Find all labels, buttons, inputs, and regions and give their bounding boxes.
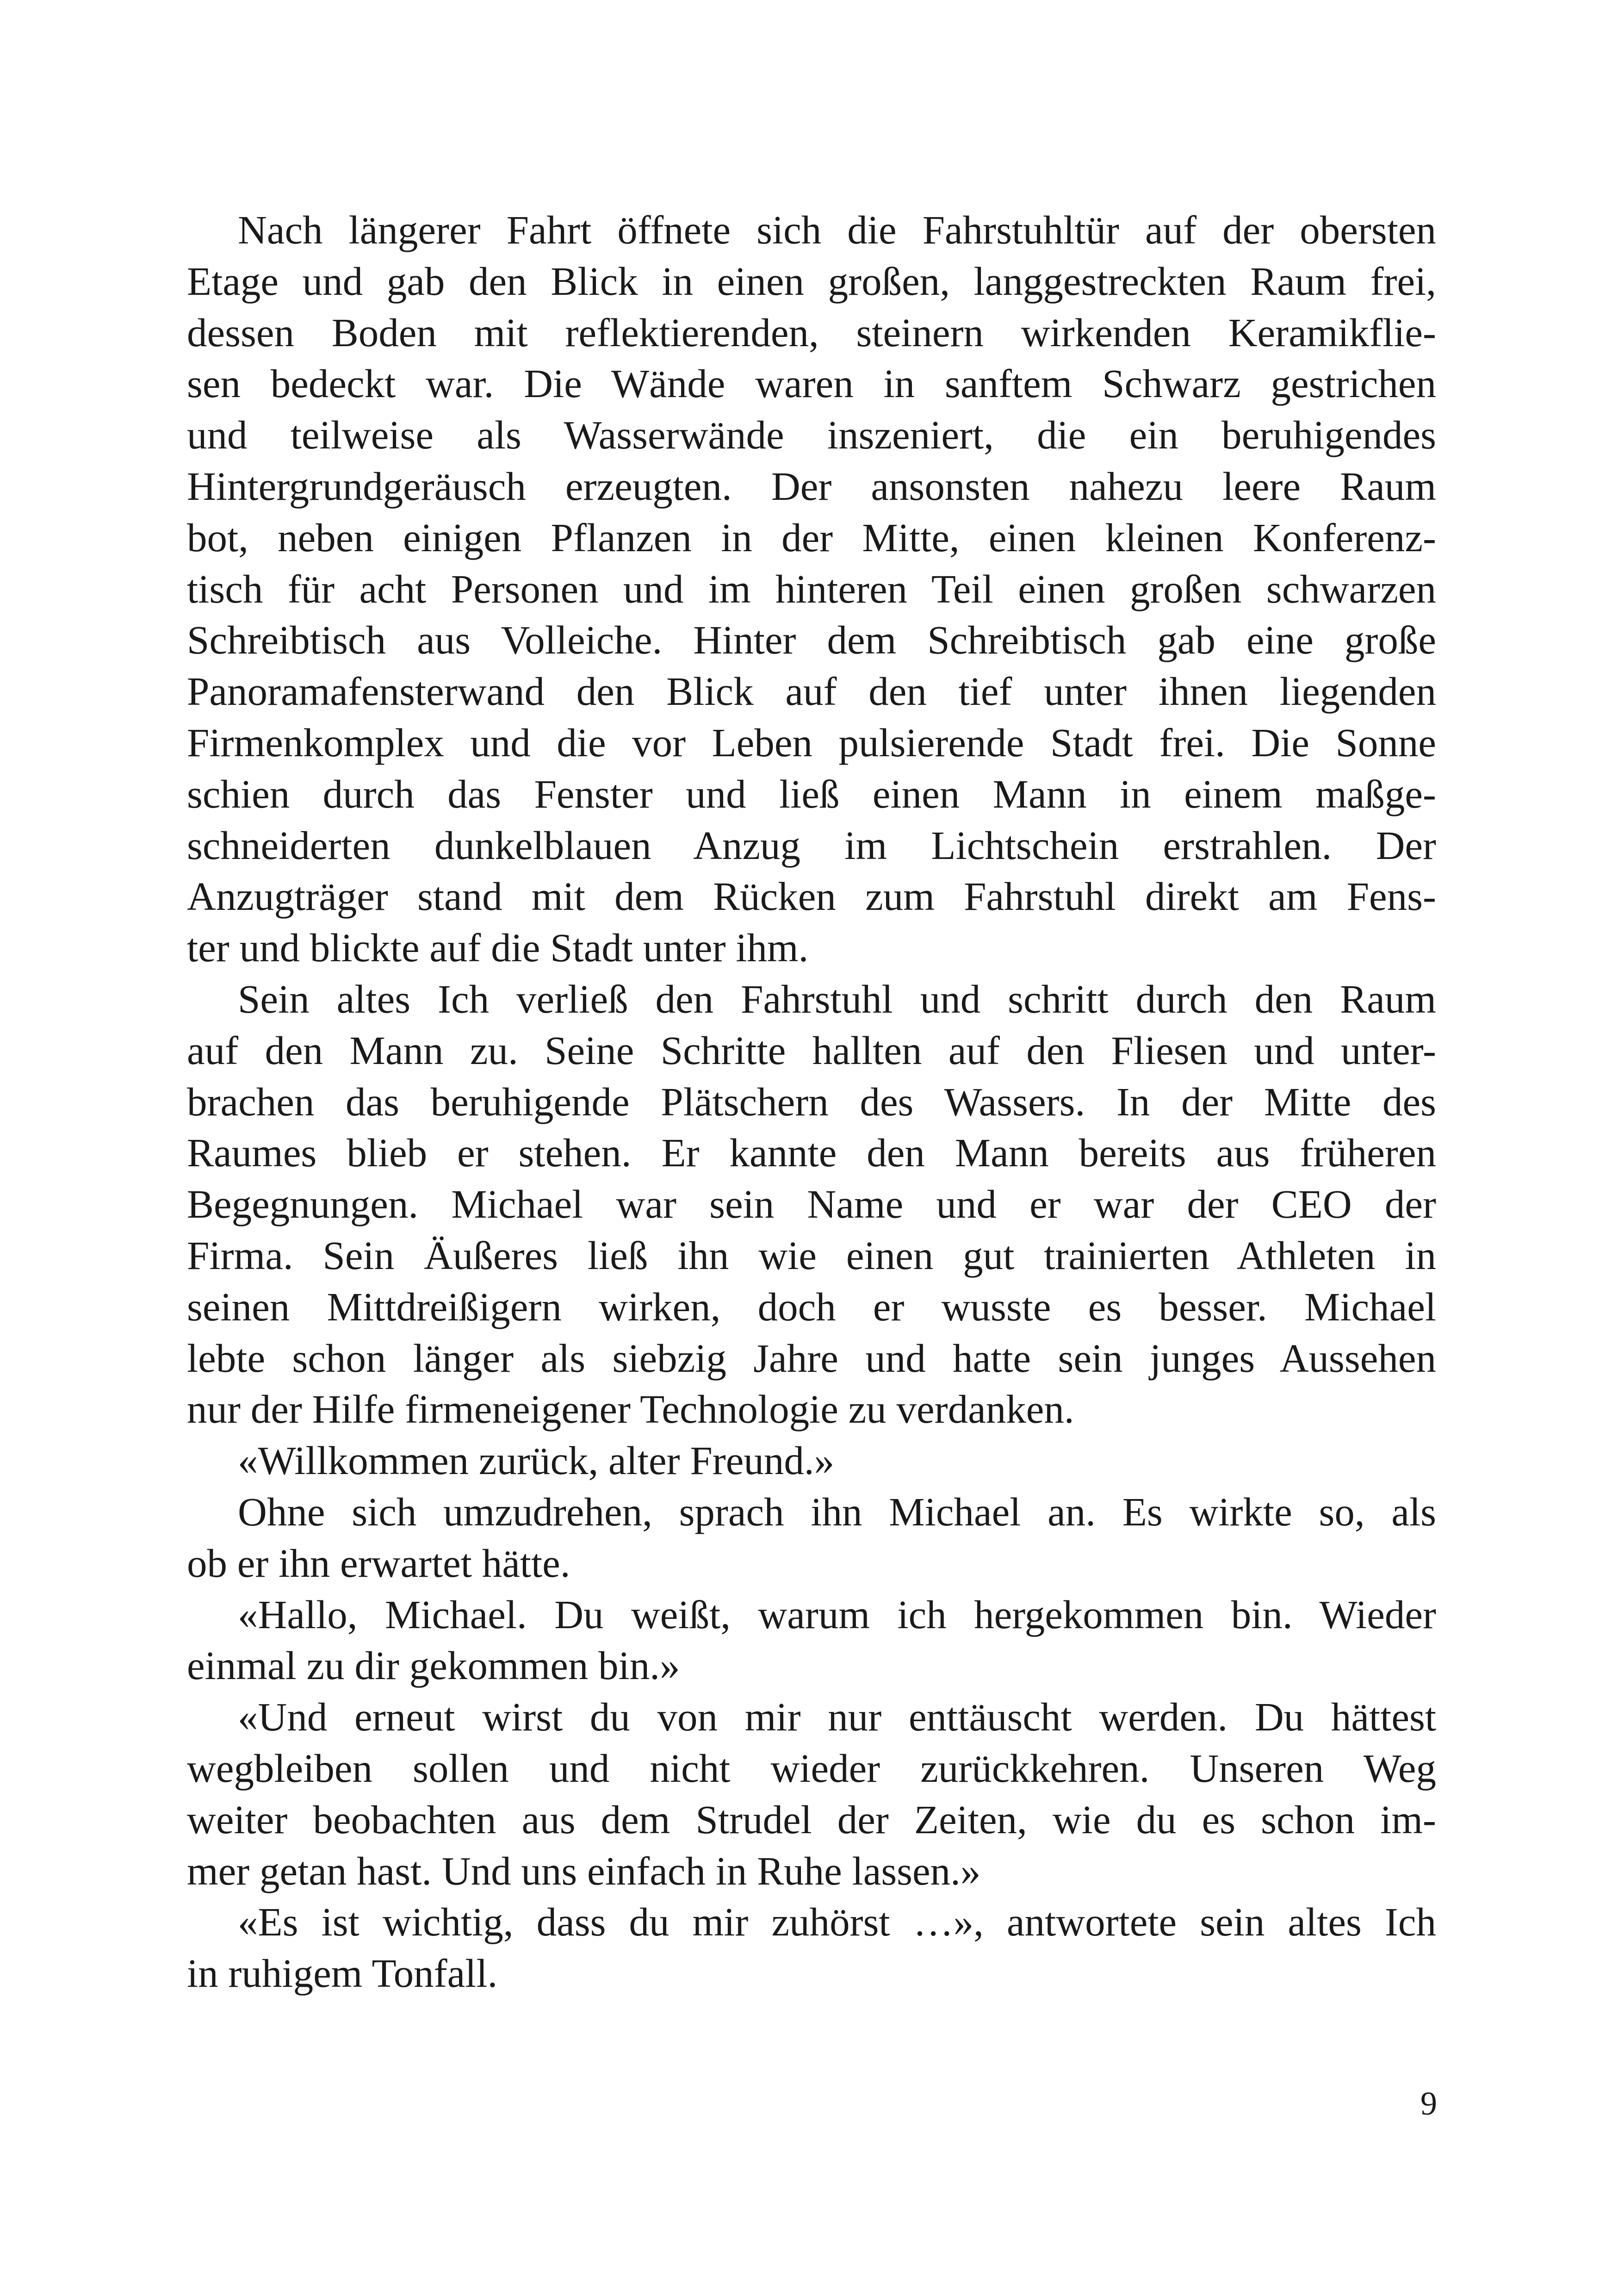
text-line: nur der Hilfe firmeneigener Technologie zu verdanken. xyxy=(187,1387,1074,1432)
text-line: schien durch das Fenster und ließ einen Mann in einem maßge- xyxy=(187,771,1436,816)
text-line: Schreibtisch aus Volleiche. Hinter dem Schreibtisch gab eine große xyxy=(187,617,1436,663)
text-line: Raumes blieb er stehen. Er kannte den Mann bereits aus früheren xyxy=(187,1130,1436,1176)
text-line: auf den Mann zu. Seine Schritte hallten auf den Fliesen und unter- xyxy=(187,1027,1436,1073)
paragraph xyxy=(187,974,1436,1435)
text-line: mer getan hast. Und uns einfach in Ruhe lassen.» xyxy=(187,1848,981,1893)
text-line: Etage und gab den Blick in einen großen, langgestreckten Raum frei, xyxy=(187,258,1436,304)
text-line: «Und erneut wirst du von mir nur enttäuscht werden. Du hättest xyxy=(238,1694,1436,1740)
paragraph xyxy=(187,1487,1436,1589)
body-text xyxy=(187,205,1436,1999)
page-number: 9 xyxy=(1420,2085,1437,2122)
text-line: Begegnungen. Michael war sein Name und er war der CEO der xyxy=(187,1182,1436,1227)
text-line: «Hallo, Michael. Du weißt, warum ich hergekommen bin. Wieder xyxy=(238,1592,1436,1637)
text-line: und teilweise als Wasserwände inszeniert, die ein beruhigendes xyxy=(187,412,1436,458)
text-line: dessen Boden mit reflektierenden, steinern wirkenden Keramikflie- xyxy=(187,310,1436,355)
text-line: Sein altes Ich verließ den Fahrstuhl und schritt durch den Raum xyxy=(238,976,1436,1021)
text-line: Panoramafensterwand den Blick auf den tief unter ihnen liegenden xyxy=(187,669,1436,714)
text-line: seinen Mittdreißigern wirken, doch er wusste es besser. Michael xyxy=(187,1284,1436,1329)
text-line: weiter beobachten aus dem Strudel der Zeiten, wie du es schon im- xyxy=(187,1797,1436,1842)
text-line: in ruhigem Tonfall. xyxy=(187,1951,498,1996)
paragraph xyxy=(187,205,1436,974)
text-line: Firma. Sein Äußeres ließ ihn wie einen gut trainierten Athleten in xyxy=(187,1232,1436,1278)
paragraph xyxy=(187,1435,1436,1487)
text-line: Hintergrundgeräusch erzeugten. Der ansonsten nahezu leere Raum xyxy=(187,463,1436,509)
text-line: lebte schon länger als siebzig Jahre und hatte sein junges Aussehen xyxy=(187,1335,1436,1381)
text-line: «Willkommen zurück, alter Freund.» xyxy=(238,1438,835,1483)
text-line: wegbleiben sollen und nicht wieder zurückkehren. Unseren Weg xyxy=(187,1745,1436,1791)
text-line: Ohne sich umzudrehen, sprach ihn Michael an. Es wirkte so, als xyxy=(238,1489,1436,1534)
text-line: «Es ist wichtig, dass du mir zuhörst …», antwortete sein altes Ich xyxy=(238,1899,1436,1945)
paragraph xyxy=(187,1897,1436,1999)
text-line: einmal zu dir gekommen bin.» xyxy=(187,1643,680,1688)
text-line: Anzugträger stand mit dem Rücken zum Fahrstuhl direkt am Fens- xyxy=(187,874,1436,919)
text-line: Nach längerer Fahrt öffnete sich die Fahrstuhltür auf der obersten xyxy=(238,207,1436,252)
text-line: schneiderten dunkelblauen Anzug im Lichtschein erstrahlen. Der xyxy=(187,822,1436,868)
text-line: ob er ihn erwartet hätte. xyxy=(187,1540,570,1586)
text-line: sen bedeckt war. Die Wände waren in sanftem Schwarz gestrichen xyxy=(187,361,1436,406)
text-line: brachen das beruhigende Plätschern des Wassers. In der Mitte des xyxy=(187,1079,1436,1124)
text-line: tisch für acht Personen und im hinteren Teil einen großen schwarzen xyxy=(187,566,1436,611)
text-line: Firmenkomplex und die vor Leben pulsierende Stadt frei. Die Sonne xyxy=(187,720,1436,765)
text-line: ter und blickte auf die Stadt unter ihm. xyxy=(187,925,809,971)
paragraph xyxy=(187,1692,1436,1897)
paragraph xyxy=(187,1589,1436,1692)
text-line: bot, neben einigen Pflanzen in der Mitte, einen kleinen Konferenz- xyxy=(187,515,1436,560)
